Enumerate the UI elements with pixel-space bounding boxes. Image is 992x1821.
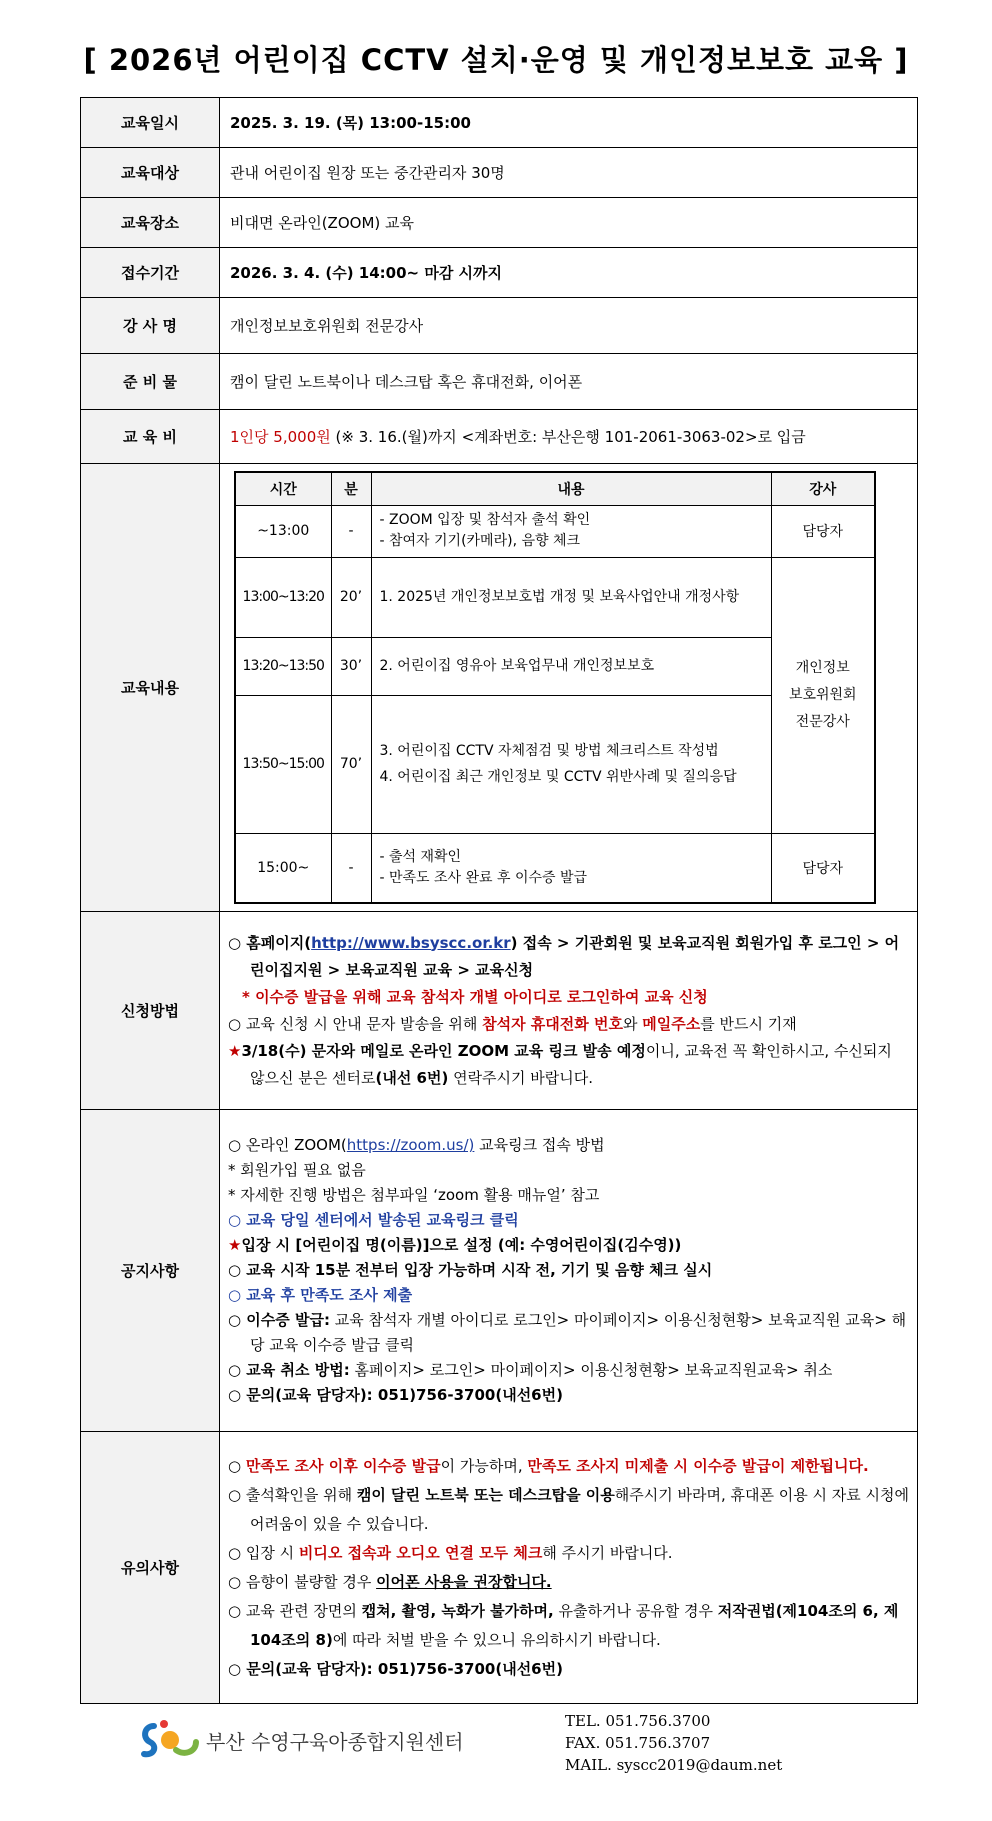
schedule-min: 20’ [331, 557, 371, 637]
schedule-lecturer: 담당자 [771, 505, 875, 557]
notice-line-4: ○ 교육 당일 센터에서 발송된 교육링크 클릭 [228, 1211, 519, 1229]
caution-line-5: ○ 교육 관련 장면의 캡쳐, 촬영, 녹화가 불가하며, 유출하거나 공유할 경우 저작권법(제104조의 6, 제104조의 8)에 따라 처벌 받을 수 있으니 유의하시기 바랍니다. [228, 1601, 899, 1649]
row-target [81, 148, 918, 198]
schedule-content [371, 695, 771, 833]
row-instructor [81, 298, 918, 354]
row-fee [81, 410, 918, 464]
schedule-min: 70’ [331, 695, 371, 833]
value-place: 비대면 온라인(ZOOM) 교육 [220, 198, 918, 248]
label-notice: 공지사항 [81, 1110, 220, 1432]
label-content: 교육내용 [81, 464, 220, 912]
row-prep [81, 354, 918, 410]
caution-line-6: ○ 문의(교육 담당자): 051)756-3700(내선6번) [228, 1659, 563, 1678]
fax-text: FAX. 051.756.3707 [565, 1734, 711, 1752]
center-name: 부산 수영구육아종합지원센터 [206, 1730, 464, 1754]
schedule-time: ~13:00 [235, 505, 331, 557]
value-instructor: 개인정보보호위원회 전문강사 [220, 298, 918, 354]
notice-line-3: * 자세한 진행 방법은 첨부파일 ‘zoom 활용 매뉴얼’ 참고 [228, 1186, 600, 1204]
schedule-time: 13:20~13:50 [235, 637, 331, 695]
value-prep: 캠이 달린 노트북이나 데스크탑 혹은 휴대전화, 이어폰 [220, 354, 918, 410]
schedule-time: 13:00~13:20 [235, 557, 331, 637]
caution-line-1: ○ 만족도 조사 이후 이수증 발급이 가능하며, 만족도 조사지 미제출 시 이수증 발급이 제한됩니다. [228, 1456, 869, 1475]
logo-mark-icon [140, 1716, 200, 1760]
label-prep: 준 비 물 [81, 354, 220, 410]
schedule-lecturer: 담당자 [771, 833, 875, 903]
page-title: [ 2026년 어린이집 CCTV 설치·운영 및 개인정보보호 교육 ] [83, 43, 909, 77]
mail-text: MAIL. syscc2019@daum.net [565, 1756, 783, 1774]
row-place [81, 198, 918, 248]
row-notice [81, 1110, 918, 1432]
notice-line-10: ○ 문의(교육 담당자): 051)756-3700(내선6번) [228, 1386, 563, 1404]
value-fee [220, 410, 918, 464]
lecturer-line: 전문강사 [795, 713, 850, 730]
caution-line-3: ○ 입장 시 비디오 접속과 오디오 연결 모두 체크해 주시기 바랍니다. [228, 1543, 673, 1562]
notice-line-2: * 회원가입 필요 없음 [228, 1161, 366, 1179]
label-period: 접수기간 [81, 248, 220, 298]
schedule-row [235, 557, 875, 637]
label-date: 교육일시 [81, 98, 220, 148]
row-apply [81, 912, 918, 1110]
schedule-header-min: 분 [331, 472, 371, 506]
caution-line-4: ○ 음향이 불량할 경우 이어폰 사용을 권장합니다. [228, 1572, 552, 1591]
schedule-content [371, 833, 771, 903]
fee-detail: (※ 3. 16.(월)까지 <계좌번호: 부산은행 101-2061-3063-02>로 입금 [330, 428, 806, 446]
schedule-line: - 만족도 조사 완료 후 이수증 발급 [379, 870, 588, 886]
value-period: 2026. 3. 4. (수) 14:00~ 마감 시까지 [220, 248, 918, 298]
schedule-header-time: 시간 [235, 472, 331, 506]
schedule-line: - 참여자 기기(카메라), 음향 체크 [379, 533, 581, 550]
info-table [80, 97, 918, 1704]
schedule-line: 4. 어린이집 최근 개인정보 및 CCTV 위반사례 및 질의응답 [379, 769, 737, 786]
zoom-link[interactable]: https://zoom.us/) [346, 1136, 475, 1154]
row-period [81, 248, 918, 298]
notice-line-5: ★입장 시 [어린이집 명(이름)]으로 설정 (예: 수영어린이집(김수영)) [228, 1236, 682, 1254]
schedule-content: 2. 어린이집 영유아 보육업무내 개인정보보호 [371, 637, 771, 695]
notice-line-6: ○ 교육 시작 15분 전부터 입장 가능하며 시작 전, 기기 및 음향 체크 실시 [228, 1261, 713, 1279]
star-icon: ★ [228, 1041, 242, 1060]
label-place: 교육장소 [81, 198, 220, 248]
apply-line-4: ★3/18(수) 문자와 메일로 온라인 ZOOM 교육 링크 발송 예정이니, 교육전 꼭 확인하시고, 수신되지 않으신 분은 센터로(내선 6번) 연락주시기 바랍니다. [228, 1041, 892, 1087]
apply-line-3: ○ 교육 신청 시 안내 문자 발송을 위해 참석자 휴대전화 번호와 메일주소를 반드시 기재 [228, 1014, 797, 1033]
label-instructor: 강 사 명 [81, 298, 220, 354]
schedule-min: - [331, 505, 371, 557]
notice-line-9: ○ 교육 취소 방법: 홈페이지> 로그인> 마이페이지> 이용신청현황> 보육교직원교육> 취소 [228, 1361, 833, 1379]
schedule-content [371, 505, 771, 557]
label-apply: 신청방법 [81, 912, 220, 1110]
schedule-row [235, 833, 875, 903]
schedule-line: 3. 어린이집 CCTV 자체점검 및 방법 체크리스트 작성법 [379, 743, 719, 760]
lecturer-line: 보호위원회 [788, 686, 857, 703]
schedule-header-lecturer: 강사 [771, 472, 875, 506]
notice-line-7: ○ 교육 후 만족도 조사 제출 [228, 1286, 413, 1304]
row-content [81, 464, 918, 912]
value-target: 관내 어린이집 원장 또는 중간관리자 30명 [220, 148, 918, 198]
caution-line-2: ○ 출석확인을 위해 캠이 달린 노트북 또는 데스크탑을 이용해주시기 바라며, 휴대폰 이용 시 자료 시청에 어려움이 있을 수 있습니다. [228, 1485, 909, 1533]
value-caution [220, 1432, 918, 1704]
schedule-table [234, 471, 876, 905]
notice-line-8: ○ 이수증 발급: 교육 참석자 개별 아이디로 로그인> 마이페이지> 이용신청현황> 보육교직원 교육> 해당 교육 이수증 발급 클릭 [228, 1311, 907, 1354]
label-fee: 교 육 비 [81, 410, 220, 464]
schedule-lecturer-shared [771, 557, 875, 833]
schedule-line: - ZOOM 입장 및 참석자 출석 확인 [379, 512, 591, 529]
schedule-time: 13:50~15:00 [235, 695, 331, 833]
value-content [220, 464, 918, 912]
schedule-min: - [331, 833, 371, 903]
value-date: 2025. 3. 19. (목) 13:00-15:00 [220, 98, 918, 148]
apply-line-2: * 이수증 발급을 위해 교육 참석자 개별 아이디로 로그인하여 교육 신청 [242, 987, 708, 1006]
schedule-content: 1. 2025년 개인정보보호법 개정 및 보육사업안내 개정사항 [371, 557, 771, 637]
center-logo [140, 1716, 560, 1764]
lecturer-line: 개인정보 [795, 659, 850, 676]
schedule-time: 15:00~ [235, 833, 331, 903]
schedule-header-row [235, 472, 875, 506]
homepage-link[interactable]: http://www.bsyscc.or.kr [311, 933, 511, 952]
schedule-header-content: 내용 [371, 472, 771, 506]
schedule-row [235, 505, 875, 557]
fee-price: 1인당 5,000원 [230, 428, 331, 446]
schedule-min: 30’ [331, 637, 371, 695]
notice-line-1: ○ 온라인 ZOOM(https://zoom.us/) 교육링크 접속 방법 [228, 1136, 605, 1154]
label-caution: 유의사항 [81, 1432, 220, 1704]
row-caution [81, 1432, 918, 1704]
apply-line-1: ○ 홈페이지(http://www.bsyscc.or.kr) 접속 > 기관회원 및 보육교직원 회원가입 후 로그인 > 어린이집지원 > 보육교직원 교육 > 교육신청 [228, 933, 900, 979]
tel-text: TEL. 051.756.3700 [565, 1712, 711, 1730]
contact-info [565, 1710, 782, 1776]
value-notice [220, 1110, 918, 1432]
row-date [81, 98, 918, 148]
star-icon: ★ [228, 1236, 242, 1254]
schedule-line: - 출석 재확인 [379, 849, 462, 865]
label-target: 교육대상 [81, 148, 220, 198]
value-apply [220, 912, 918, 1110]
